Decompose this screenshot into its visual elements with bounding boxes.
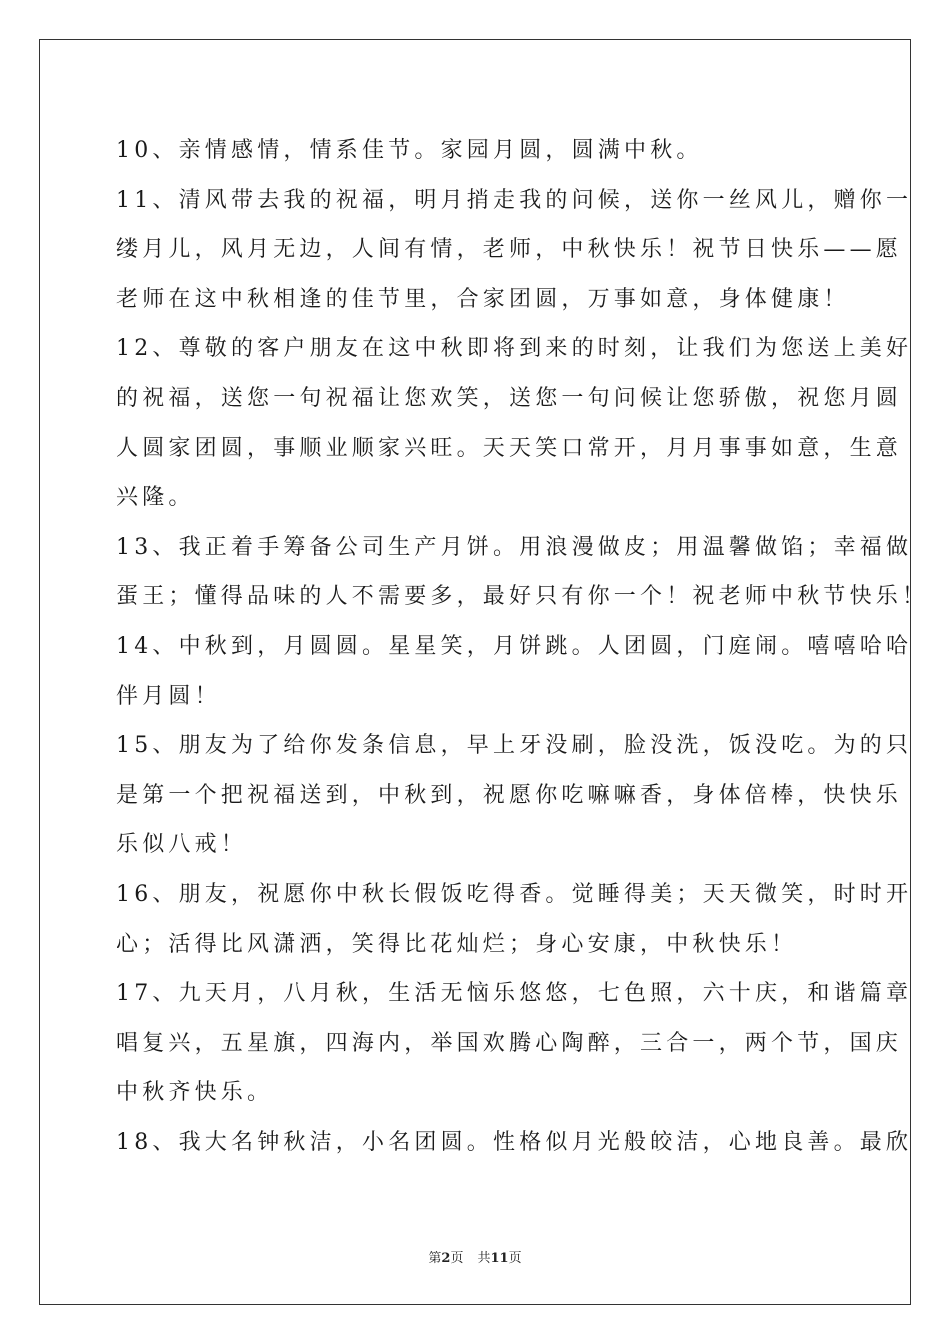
text-line: 中秋齐快乐。 [116,1080,274,1106]
text-line: 唱复兴，五星旗，四海内，举国欢腾心陶醉，三合一，两个节，国庆 [116,1030,903,1056]
text-line: 13、我正着手筹备公司生产月饼。用浪漫做皮；用温馨做馅；幸福做 [116,534,913,560]
text-line: 18、我大名钟秋洁，小名团圆。性格似月光般皎洁，心地良善。最欣 [116,1129,913,1155]
text-line: 16、朋友，祝愿你中秋长假饭吃得香。觉睡得美；天天微笑，时时开 [116,881,913,907]
text-line: 11、清风带去我的祝福，明月捎走我的问候，送你一丝风儿，赠你一 [116,187,913,213]
text-line: 15、朋友为了给你发条信息，早上牙没刷，脸没洗，饭没吃。为的只 [116,733,913,759]
total-suffix: 页 [508,1251,522,1266]
page-prefix: 第 [428,1251,442,1266]
text-line: 乐似八戒！ [116,832,248,858]
text-line: 17、九天月，八月秋，生活无恼乐悠悠，七色照，六十庆，和谐篇章 [116,981,913,1007]
page-suffix: 页 [450,1251,464,1266]
page-number: 2 [441,1251,451,1266]
text-line: 12、尊敬的客户朋友在这中秋即将到来的时刻，让我们为您送上美好 [116,336,913,362]
text-line: 伴月圆！ [116,683,221,709]
text-line: 14、中秋到，月圆圆。星星笑，月饼跳。人团圆，门庭闹。嘻嘻哈哈 [116,633,913,659]
text-line: 心；活得比风潇洒，笑得比花灿烂；身心安康，中秋快乐！ [116,931,798,957]
total-pages: 11 [490,1251,509,1266]
text-line: 老师在这中秋相逢的佳节里，合家团圆，万事如意，身体健康！ [116,286,850,312]
page-footer [0,1247,950,1266]
text-line: 蛋王；懂得品味的人不需要多，最好只有你一个！祝老师中秋节快乐！ [116,584,929,610]
total-prefix: 共 [477,1251,491,1266]
text-line: 10、亲情感情，情系佳节。家园月圆，圆满中秋。 [116,138,703,163]
text-line: 的祝福，送您一句祝福让您欢笑，送您一句问候让您骄傲，祝您月圆 [116,385,903,411]
document-body [116,126,929,1167]
text-line: 是第一个把祝福送到，中秋到，祝愿你吃嘛嘛香，身体倍棒，快快乐 [116,782,903,808]
text-line: 人圆家团圆，事顺业顺家兴旺。天天笑口常开，月月事事如意，生意 [116,435,903,461]
text-line: 缕月儿，风月无边，人间有情，老师，中秋快乐！祝节日快乐——愿 [116,237,903,263]
text-line: 兴隆。 [116,485,195,511]
